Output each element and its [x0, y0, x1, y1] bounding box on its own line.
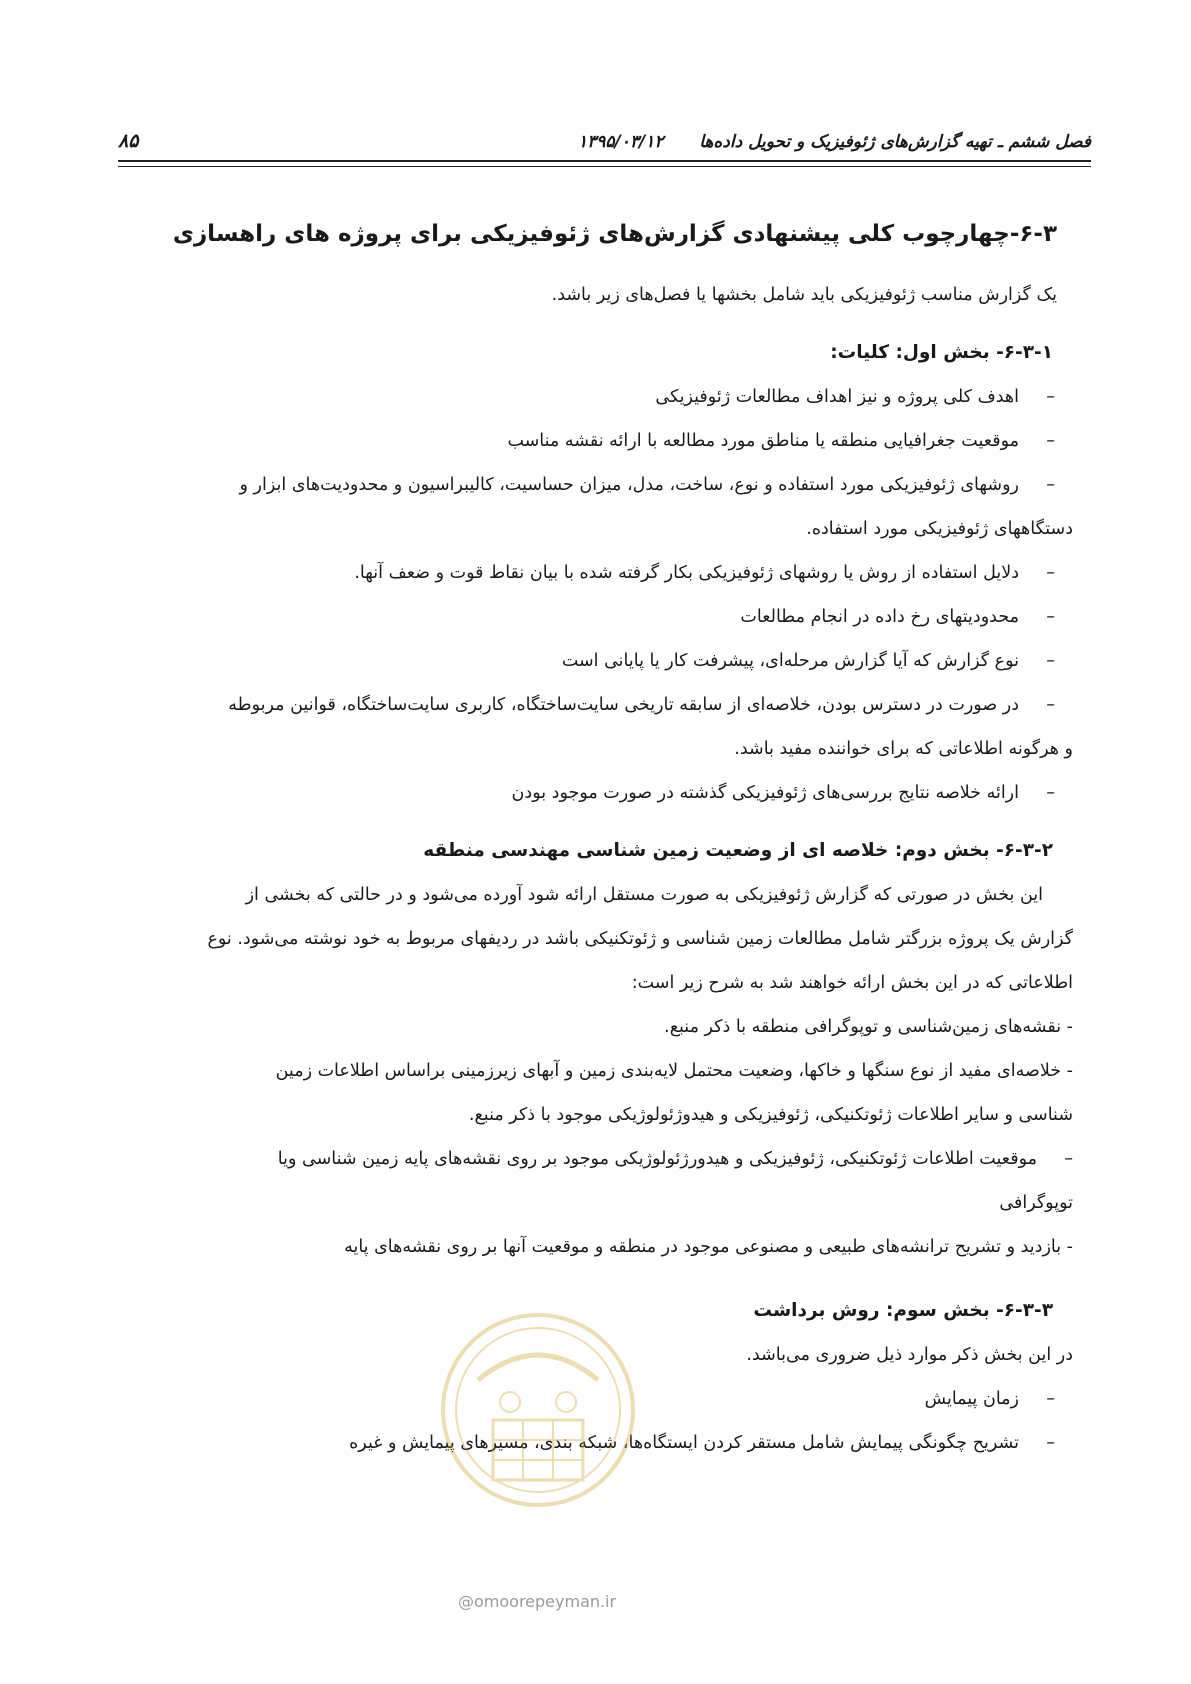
header-date: ۱۳۹۵/۰۳/۱۲ — [578, 132, 664, 152]
section2-heading: ۶-۳-۲- بخش دوم: خلاصه ای از وضعیت زمین شناسی مهندسی منطقه — [423, 840, 1053, 861]
list-item-continuation: شناسی و سایر اطلاعات ژئوتکنیکی، ژئوفیزیکی و هیدوژئولوژیکی موجود با ذکر منبع. — [468, 1105, 1073, 1125]
list-item: - نقشه‌های زمین‌شناسی و توپوگرافی منطقه با ذکر منبع. — [664, 1017, 1073, 1037]
header-rule-thin — [118, 166, 1091, 167]
list-item-continuation: و هرگونه اطلاعاتی که برای خواننده مفید باشد. — [734, 739, 1073, 759]
list-item: –محدودیتهای رخ داده در انجام مطالعات — [740, 607, 1055, 627]
list-item: –تشریح چگونگی پیمایش شامل مستقر کردن ایستگاه‌ها، شبکه بندی، مسیرهای پیمایش و غیره — [349, 1433, 1055, 1453]
list-item-continuation: توپوگرافی — [999, 1193, 1073, 1213]
watermark-seal-icon — [438, 1310, 638, 1510]
list-item: –ارائه خلاصه نتایج بررسی‌های ژئوفیزیکی گذشته در صورت موجود بودن — [511, 783, 1055, 803]
list-item: –موقعیت اطلاعات ژئوتکنیکی، ژئوفیزیکی و هیدورژئولوژیکی موجود بر روی نقشه‌های پایه زمین شناسی ویا — [277, 1149, 1073, 1169]
list-item: –روشهای ژئوفیزیکی مورد استفاده و نوع، ساخت، مدل، میزان حساسیت، کالیبراسیون و محدودیت‌های ابزار و — [239, 475, 1055, 495]
chapter-title: فصل ششم ـ تهیه گزارش‌های ژئوفیزیک و تحویل داده‌ها — [699, 132, 1091, 152]
list-item: –اهدف کلی پروژه و نیز اهداف مطالعات ژئوفیزیکی — [655, 387, 1055, 407]
header-rule-thick — [118, 160, 1091, 162]
paragraph-line: این بخش در صورتی که گزارش ژئوفیزیکی به صورت مستقل ارائه شود آورده می‌شود و در حالتی که بخشی از — [245, 885, 1043, 905]
list-item: –زمان پیمایش — [924, 1389, 1055, 1409]
section-heading: ۶-۳-چهارچوب کلی پیشنهادی گزارش‌های ژئوفیزیکی برای پروژه های راهسازی — [172, 221, 1057, 247]
paragraph-line: گزارش یک پروژه بزرگتر شامل مطالعات زمین شناسی و ژئوتکنیکی باشد در ردیفهای مربوط به خود نوشته می‌شود. نوع — [207, 929, 1073, 949]
section3-heading: ۶-۳-۳- بخش سوم: روش برداشت — [753, 1300, 1053, 1321]
section1-heading: ۶-۳-۱- بخش اول: کلیات: — [830, 342, 1053, 363]
list-item: –دلایل استفاده از روش یا روشهای ژئوفیزیکی بکار گرفته شده با بیان نقاط قوت و ضعف آنها. — [354, 563, 1055, 583]
page-number: ۸۵ — [118, 130, 139, 152]
intro-paragraph: یک گزارش مناسب ژئوفیزیکی باید شامل بخشها یا فصل‌های زیر باشد. — [551, 285, 1057, 305]
list-item: - بازدید و تشریح ترانشه‌های طبیعی و مصنوعی موجود در منطقه و موقعیت آنها بر روی نقشه‌های پایه — [344, 1237, 1073, 1257]
section3-intro: در این بخش ذکر موارد ذیل ضروری می‌باشد. — [746, 1345, 1073, 1365]
paragraph-line: اطلاعاتی که در این بخش ارائه خواهند شد به شرح زیر است: — [631, 973, 1073, 993]
list-item-continuation: دستگاههای ژئوفیزیکی مورد استفاده. — [806, 519, 1073, 539]
watermark-website: @omoorepeyman.ir — [458, 1592, 617, 1611]
body-text — [118, 215, 1073, 1465]
list-item: –نوع گزارش که آیا گزارش مرحله‌ای، پیشرفت کار یا پایانی است — [561, 651, 1055, 671]
running-header — [118, 128, 1091, 158]
list-item: –در صورت در دسترس بودن، خلاصه‌ای از سابقه تاریخی سایت‌ساختگاه، کاربری سایت‌ساختگاه، قوانین مربوطه — [228, 695, 1055, 715]
list-item: - خلاصه‌ای مفید از نوع سنگها و خاکها، وضعیت محتمل لایه‌بندی زمین و آبهای زیرزمینی براساس اطلاعات زمین — [275, 1061, 1073, 1081]
list-item: –موقعیت جغرافیایی منطقه یا مناطق مورد مطالعه با ارائه نقشه مناسب — [507, 431, 1055, 451]
